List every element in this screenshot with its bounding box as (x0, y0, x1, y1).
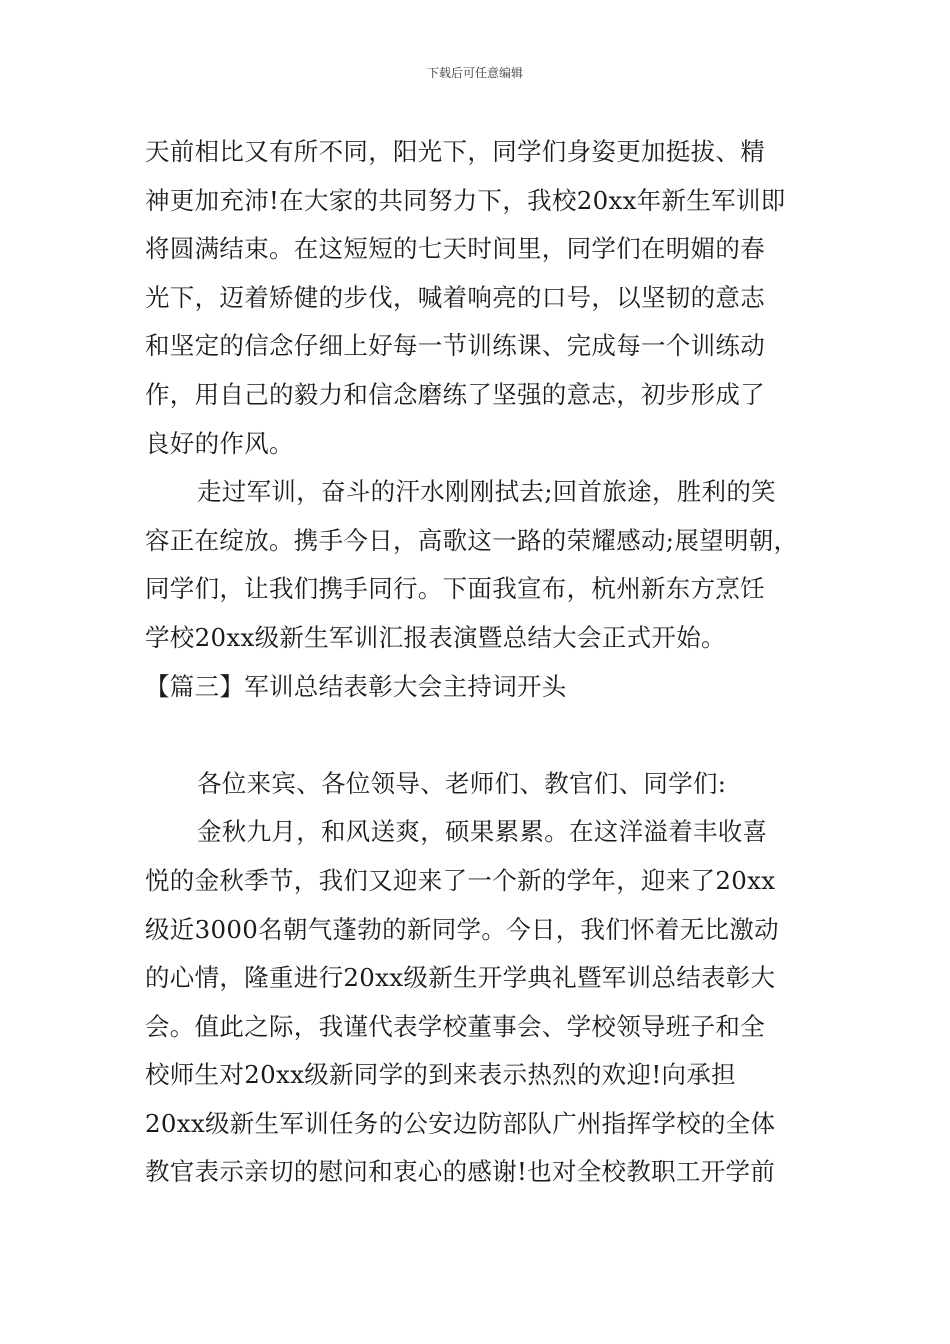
document-body (145, 128, 815, 1197)
text-line: 教官表示亲切的慰问和衷心的感谢!也对全校教职工开学前 (145, 1157, 776, 1187)
paragraph-start-line: 走过军训，奋斗的汗水刚刚拭去;回首旅途，胜利的笑 (197, 477, 776, 507)
blank-line (145, 711, 815, 760)
text-line: 光下，迈着矫健的步伐，喊着响亮的口号，以坚韧的意志 (145, 282, 765, 312)
text-line: 级近3000名朝气蓬勃的新同学。今日，我们怀着无比激动 (145, 914, 779, 944)
text-line: 和坚定的信念仔细上好每一节训练课、完成每一个训练动 (145, 331, 765, 361)
text-line: 校师生对20xx级新同学的到来表示热烈的欢迎!向承担 (145, 1060, 736, 1090)
salutation-line: 各位来宾、各位领导、老师们、教官们、同学们: (197, 768, 727, 798)
paragraph-start-line: 金秋九月，和风送爽，硕果累累。在这洋溢着丰收喜 (197, 817, 768, 847)
text-line: 作，用自己的毅力和信念磨练了坚强的意志，初步形成了 (145, 379, 765, 409)
text-line: 将圆满结束。在这短短的七天时间里，同学们在明媚的春 (145, 234, 765, 264)
text-line: 学校20xx级新生军训汇报表演暨总结大会正式开始。 (145, 622, 726, 652)
text-line: 同学们，让我们携手同行。下面我宣布，杭州新东方烹饪 (145, 574, 765, 604)
text-line: 容正在绽放。携手今日，高歌这一路的荣耀感动;展望明朝， (145, 525, 799, 555)
text-line: 悦的金秋季节，我们又迎来了一个新的学年，迎来了20xx (145, 865, 776, 895)
page-header-note: 下载后可任意编辑 (426, 66, 523, 80)
text-line: 会。值此之际，我谨代表学校董事会、学校领导班子和全 (145, 1011, 765, 1041)
text-line: 20xx级新生军训任务的公安边防部队广州指挥学校的全体 (145, 1108, 776, 1138)
text-line: 神更加充沛!在大家的共同努力下，我校20xx年新生军训即 (145, 185, 786, 215)
text-line: 天前相比又有所不同，阳光下，同学们身姿更加挺拔、精 (145, 137, 765, 166)
section-heading: 【篇三】军训总结表彰大会主持词开头 (145, 671, 567, 701)
text-line: 的心情，隆重进行20xx级新生开学典礼暨军训总结表彰大 (145, 963, 776, 993)
text-line: 良好的作风。 (145, 428, 294, 458)
